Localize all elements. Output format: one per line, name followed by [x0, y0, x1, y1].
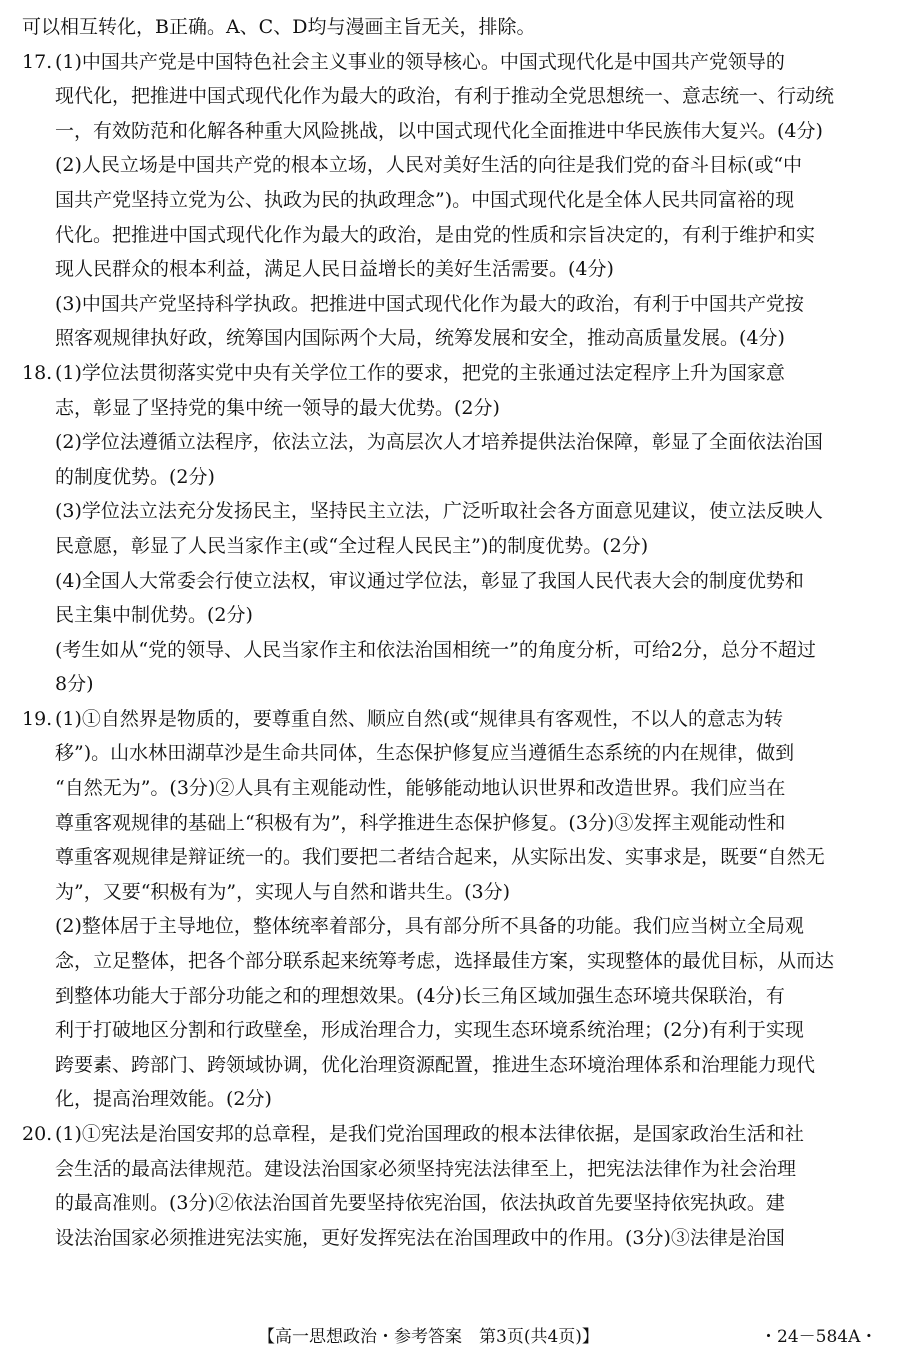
text-line: (1)中国共产党是中国特色社会主义事业的领导核心。中国式现代化是中国共产党领导的 [55, 50, 785, 73]
text-line: 一，有效防范和化解各种重大风险挑战，以中国式现代化全面推进中华民族伟大复兴。(4分) [55, 119, 823, 142]
footer-title: 【高一思想政治・参考答案 第3页(共4页)】 [258, 1327, 599, 1347]
text-line: (1)学位法贯彻落实党中央有关学位工作的要求，把党的主张通过法定程序上升为国家意 [55, 361, 785, 384]
text-line: 尊重客观规律是辩证统一的。我们要把二者结合起来，从实际出发、实事求是，既要“自然无 [55, 846, 825, 869]
text-line: 利于打破地区分割和行政壁垒，形成治理合力，实现生态环境系统治理；(2分)有利于实现 [55, 1019, 804, 1042]
question-20-line [22, 1117, 874, 1152]
text-line: (2)人民立场是中国共产党的根本立场，人民对美好生活的向往是我们党的奋斗目标(或“中 [55, 154, 803, 177]
text-line: 的制度优势。(2分) [55, 465, 215, 488]
text-line: 念，立足整体，把各个部分联系起来统筹考虑，选择最佳方案，实现整体的最优目标，从而达 [55, 950, 835, 973]
question-number: 20. [22, 1123, 53, 1145]
text-line: (3)学位法立法充分发扬民主，坚持民主立法，广泛听取社会各方面意见建议，使立法反映人 [55, 500, 823, 523]
text-line: 现代化，把推进中国式现代化作为最大的政治，有利于推动全党思想统一、意志统一、行动统 [55, 85, 835, 108]
text-line: (1)①自然界是物质的，要尊重自然、顺应自然(或“规律具有客观性，不以人的意志为转 [55, 707, 784, 730]
page-footer [0, 1322, 900, 1352]
text-line: 的最高准则。(3分)②依法治国首先要坚持依宪治国，依法执政首先要坚持依宪执政。建 [55, 1192, 785, 1215]
question-number: 18. [22, 361, 53, 384]
text-line: (2)学位法遵循立法程序，依法立法，为高层次人才培养提供法治保障，彰显了全面依法治国 [55, 431, 823, 454]
text-line: 现人民群众的根本利益，满足人民日益增长的美好生活需要。(4分) [55, 258, 614, 281]
text-line: 到整体功能大于部分功能之和的理想效果。(4分)长三角区域加强生态环境共保联治，有 [55, 984, 785, 1007]
text-line: 志，彰显了坚持党的集中统一领导的最大优势。(2分) [55, 396, 500, 419]
text-line: 会生活的最高法律规范。建设法治国家必须坚持宪法法律至上，把宪法法律作为社会治理 [55, 1157, 797, 1180]
text-line: 化，提高治理效能。(2分) [55, 1088, 272, 1111]
question-19-line [22, 702, 874, 737]
question-number: 19. [22, 707, 53, 730]
text-line: (3)中国共产党坚持科学执政。把推进中国式现代化作为最大的政治，有利于中国共产党按 [55, 292, 804, 315]
text-line: “自然无为”。(3分)②人具有主观能动性，能够能动地认识世界和改造世界。我们应当在 [55, 777, 786, 800]
text-line: (1)①宪法是治国安邦的总章程，是我们党治国理政的根本法律依据，是国家政治生活和社 [55, 1123, 804, 1145]
question-17-line [22, 45, 874, 80]
footer-code: ・24－584A・ [760, 1327, 878, 1347]
question-number: 17. [22, 50, 53, 73]
text-line: (考生如从“党的领导、人民当家作主和依法治国相统一”的角度分析，可给2分，总分不超过 [55, 638, 816, 661]
text-line: (2)整体居于主导地位，整体统率着部分，具有部分所不具备的功能。我们应当树立全局观 [55, 915, 804, 938]
text-line: 设法治国家必须推进宪法实施，更好发挥宪法在治国理政中的作用。(3分)③法律是治国 [55, 1226, 785, 1249]
text-line: 照客观规律执好政，统筹国内国际两个大局，统筹发展和安全，推动高质量发展。(4分) [55, 327, 785, 350]
text-line: 跨要素、跨部门、跨领域协调，优化治理资源配置，推进生态环境治理体系和治理能力现代 [55, 1053, 816, 1076]
text-line: 尊重客观规律的基础上“积极有为”，科学推进生态保护修复。(3分)③发挥主观能动性和 [55, 811, 786, 834]
text-line: 可以相互转化，B正确。A、C、D均与漫画主旨无关，排除。 [22, 16, 536, 38]
text-line: 民主集中制优势。(2分) [55, 604, 253, 627]
text-line: 8分) [55, 673, 94, 696]
text-line: 国共产党坚持立党为公、执政为民的执政理念”)。中国式现代化是全体人民共同富裕的现 [55, 188, 795, 211]
text-line: (4)全国人大常委会行使立法权，审议通过学位法，彰显了我国人民代表大会的制度优势和 [55, 569, 804, 592]
text-line: 为”，又要“积极有为”，实现人与自然和谐共生。(3分) [55, 880, 511, 903]
text-line: 代化。把推进中国式现代化作为最大的政治，是由党的性质和宗旨决定的，有利于维护和实 [55, 223, 816, 246]
question-18-line [22, 356, 874, 391]
text-line: 移”)。山水林田湖草沙是生命共同体，生态保护修复应当遵循生态系统的内在规律，做到 [55, 742, 795, 765]
text-line: 民意愿，彰显了人民当家作主(或“全过程人民民主”)的制度优势。(2分) [55, 534, 649, 557]
